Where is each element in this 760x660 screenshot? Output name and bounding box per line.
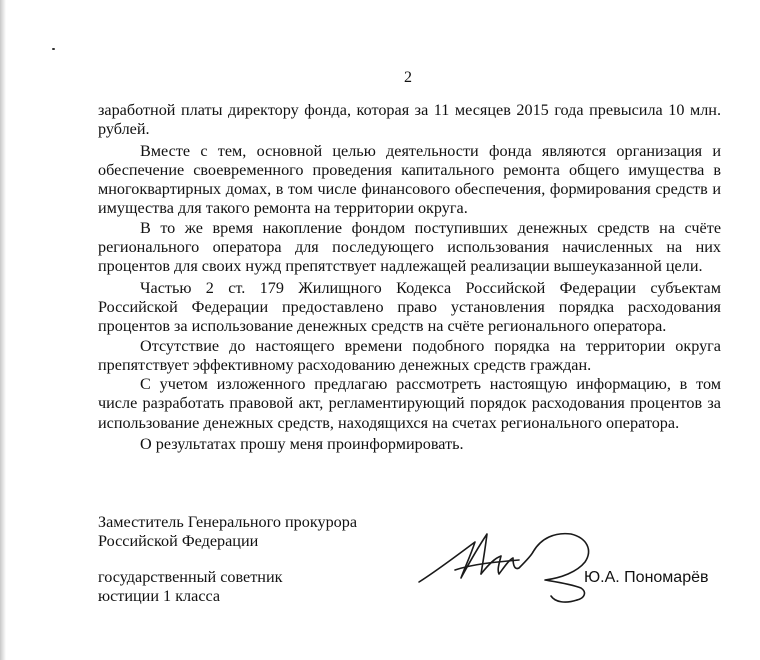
letter-body: [98, 101, 721, 454]
signer-rank-line-1: государственный советник: [98, 568, 283, 586]
signer-name: Ю.А. Пономарёв: [584, 569, 709, 586]
signature-block: [98, 513, 398, 606]
page-number: 2: [404, 69, 412, 86]
paragraph-4: Частью 2 ст. 179 Жилищного Кодекса Российской Федерации субъектам Российской Федерации предоставлено право установления порядка расходования процентов за использование денежных средств на счёте регионального оператора.: [98, 278, 721, 336]
signer-title-line-1: Заместитель Генерального прокурора: [98, 513, 358, 531]
paragraph-7: О результатах прошу меня проинформировать.: [140, 435, 464, 454]
paragraph-6: С учетом изложенного предлагаю рассмотреть настоящую информацию, в том числе разработать правовой акт, регламентирующий порядок расходования процентов за использование денежных средств, находящихся на счетах регионального оператора.: [98, 375, 721, 432]
scan-edge-shadow: [0, 0, 6, 660]
paragraph-2: Вместе с тем, основной целью деятельности фонда являются организация и обеспечение своевременного проведения капитального ремонта общего имущества в многоквартирных домах, в том числе финансового обеспечения, формирования средств и имущества для такого ремонта на территории округа.: [98, 141, 721, 218]
handwritten-signature: [415, 512, 605, 607]
paragraph-3: В то же время накопление фондом поступивших денежных средств на счёте регионального оператора для последующего использования начисленных на них процентов для своих нужд препятствует надлежащей реализации вышеуказанной цели.: [98, 218, 721, 276]
scan-speck: [52, 48, 55, 50]
signer-rank-line-2: юстиции 1 класса: [98, 587, 221, 605]
signer-title-line-2: Российской Федерации: [98, 532, 259, 550]
paragraph-1: заработной платы директору фонда, которая за 11 месяцев 2015 года превысила 10 млн. рублей.: [98, 101, 721, 139]
paragraph-5: Отсутствие до настоящего времени подобного порядка на территории округа препятствует эффективному расходованию денежных средств граждан.: [98, 336, 721, 374]
